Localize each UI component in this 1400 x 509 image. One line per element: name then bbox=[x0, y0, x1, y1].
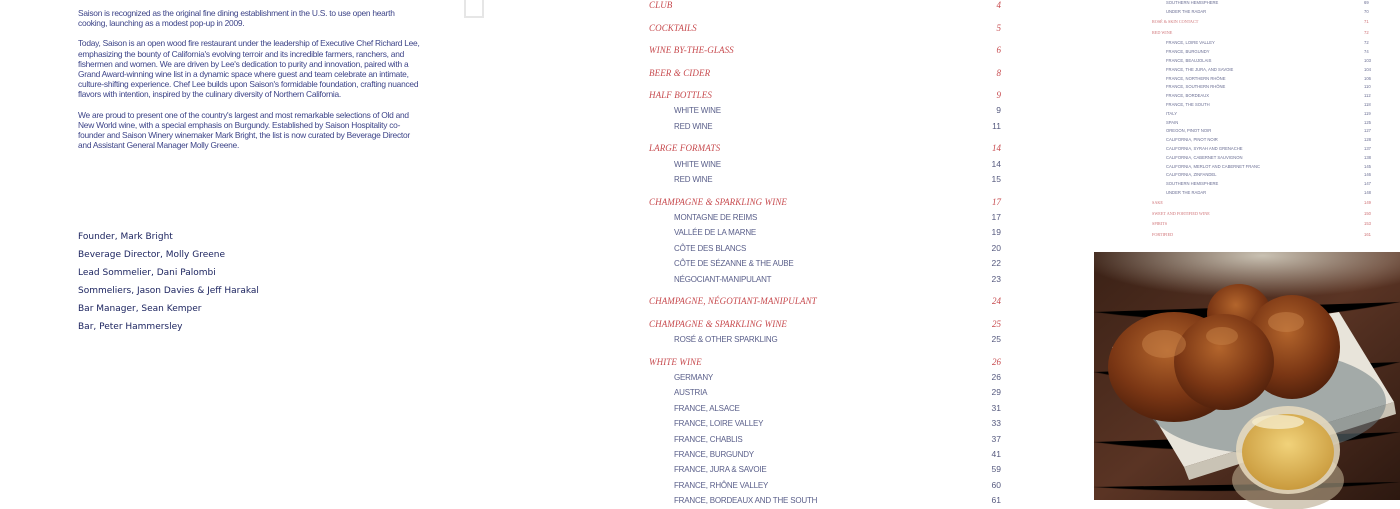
toc-page-thumbnail bbox=[1094, 0, 1400, 252]
toc-label: RED WINE bbox=[674, 121, 713, 131]
toc-label: WHITE WINE bbox=[674, 159, 721, 169]
intro-paragraph: Today, Saison is an open wood fire restaurant under the leadership of Executive Chef Richard Lee, emphasizing the bounty of California's evolving terroir and its incredible farmers, ranchers, and fishermen and women. We are driven by Lee's dedication to purity and innovation, paired with a Grand Award-winning wine list in a dynamic space where guest and team celebrate an intimate, culture-shifting experience. Chef Lee builds upon Saison's formidable foundation, crafting nuanced flavors with intention, inspired by the culinary diversity of Northern California. bbox=[78, 38, 420, 100]
thumb-toc-label: ROSÉ & SKIN CONTACT bbox=[1152, 19, 1199, 25]
toc-label: FRANCE, ALSACE bbox=[674, 403, 740, 413]
thumb-toc-item bbox=[1094, 155, 1400, 161]
toc-label: HALF BOTTLES bbox=[649, 90, 712, 100]
thumb-toc-label: FRANCE, NORTHERN RHÔNE bbox=[1166, 75, 1226, 81]
thumb-toc-page: 118 bbox=[1364, 101, 1371, 107]
intro-paragraph: Saison is recognized as the original fine dining establishment in the U.S. to use open hearth cooking, launching as a modest pop-up in 2009. bbox=[78, 8, 395, 29]
toc-page-number: 17 bbox=[992, 196, 1001, 207]
toc-section bbox=[649, 90, 1001, 104]
toc-section bbox=[649, 296, 1001, 310]
thumb-toc-label: SOUTHERN HEMISPHERE bbox=[1166, 181, 1219, 187]
thumb-toc-page: 103 bbox=[1364, 57, 1371, 63]
toc-page-number: 37 bbox=[991, 433, 1001, 444]
thumb-toc-section bbox=[1094, 19, 1400, 25]
toc-page-number: 59 bbox=[991, 464, 1001, 475]
toc-page-number: 25 bbox=[992, 318, 1001, 329]
thumb-toc-item bbox=[1094, 9, 1400, 15]
thumb-toc-item bbox=[1094, 181, 1400, 187]
thumb-toc-page: 71 bbox=[1364, 19, 1369, 25]
toc-subsection bbox=[649, 174, 1001, 188]
toc-page-number: 24 bbox=[992, 296, 1001, 307]
thumb-toc-label: FRANCE, BORDEAUX bbox=[1166, 93, 1210, 99]
thumb-toc-label: UNDER THE RADAR bbox=[1166, 8, 1207, 14]
toc-subsection bbox=[649, 243, 1001, 257]
toc-label: WHITE WINE bbox=[674, 106, 721, 116]
thumb-toc-page: 125 bbox=[1364, 119, 1371, 125]
staff-item: Sommeliers, Jason Davies & Jeff Harakal bbox=[78, 286, 259, 297]
thumb-toc-label: ITALY bbox=[1166, 110, 1178, 116]
intro-paragraph: We are proud to present one of the country's largest and most remarkable selections of Old and New World wine, with a special emphasis on Burgundy. Established by Saison Hospitality co-founder and Saison Winery winemaker Mark Bright, the list is now curated by Beverage Director and Assistant General Manager Molly Greene. bbox=[78, 109, 410, 151]
toc-subsection bbox=[649, 434, 1001, 448]
thumb-toc-label: FRANCE, BEAUJOLAIS bbox=[1166, 57, 1212, 63]
toc-label: WINE BY-THE-GLASS bbox=[649, 45, 734, 55]
toc-subsection bbox=[649, 480, 1001, 494]
toc-page-number: 25 bbox=[991, 334, 1001, 344]
intro-text bbox=[78, 8, 420, 160]
toc-section bbox=[649, 0, 1001, 14]
thumb-toc-page: 138 bbox=[1364, 154, 1371, 160]
butter-dish bbox=[1232, 406, 1344, 509]
toc-page-number: 17 bbox=[991, 212, 1001, 222]
toc-label: BEER & CIDER bbox=[649, 67, 711, 78]
thumb-toc-section bbox=[1094, 211, 1400, 217]
thumb-toc-item bbox=[1094, 111, 1400, 117]
thumb-toc-label: CALIFORNIA, ZINFANDEL bbox=[1166, 172, 1217, 178]
toc-label: FRANCE, BORDEAUX AND THE SOUTH bbox=[674, 496, 818, 506]
toc-subsection bbox=[649, 274, 1001, 288]
toc-label: RED WINE bbox=[674, 175, 713, 185]
toc-label: FRANCE, RHÔNE VALLEY bbox=[674, 480, 769, 490]
toc-label: LARGE FORMATS bbox=[649, 143, 721, 154]
thumb-toc-label: SWEET AND FORTIFIED WINE bbox=[1152, 210, 1210, 216]
thumb-toc-item bbox=[1094, 128, 1400, 134]
toc-page-number: 5 bbox=[996, 22, 1001, 33]
staff-item: Bar, Peter Hammersley bbox=[78, 322, 183, 333]
toc-page-number: 11 bbox=[992, 120, 1001, 131]
toc-label: VALLÉE DE LA MARNE bbox=[674, 228, 757, 238]
thumb-toc-item bbox=[1094, 190, 1400, 196]
staff-item: Beverage Director, Molly Greene bbox=[78, 250, 226, 261]
thumb-toc-page: 147 bbox=[1364, 181, 1371, 187]
thumb-toc-page: 145 bbox=[1364, 163, 1371, 169]
thumb-toc-label: FRANCE, LOIRE VALLEY bbox=[1166, 40, 1215, 46]
toc-page-number: 23 bbox=[991, 273, 1001, 284]
thumb-toc-page: 150 bbox=[1364, 210, 1371, 216]
thumb-toc-label: FRANCE, BURGUNDY bbox=[1166, 49, 1210, 55]
toc-subsection bbox=[649, 334, 1001, 348]
thumb-toc-page: 127 bbox=[1364, 128, 1371, 134]
toc-label: COCKTAILS bbox=[649, 22, 697, 33]
toc-page-number: 31 bbox=[991, 402, 1001, 413]
toc-subsection bbox=[649, 464, 1001, 478]
toc-label: FRANCE, BURGUNDY bbox=[674, 449, 754, 459]
thumb-toc-section bbox=[1094, 200, 1400, 206]
thumb-toc-label: CALIFORNIA, CABERNET SAUVIGNON bbox=[1166, 154, 1243, 160]
bread-and-butter-photo bbox=[1094, 252, 1400, 500]
toc-label: AUSTRIA bbox=[674, 388, 708, 398]
toc-label: FRANCE, JURA & SAVOIE bbox=[674, 465, 767, 475]
toc-label: NÉGOCIANT-MANIPULANT bbox=[674, 274, 772, 284]
toc-subsection bbox=[649, 212, 1001, 226]
toc-subsection bbox=[649, 159, 1001, 173]
thumb-toc-item bbox=[1094, 84, 1400, 90]
toc-page-number: 26 bbox=[991, 371, 1001, 382]
toc-label: CÔTE DE SÉZANNE & THE AUBE bbox=[674, 259, 794, 269]
toc-page-number: 61 bbox=[991, 495, 1001, 506]
toc-page-number: 15 bbox=[991, 174, 1001, 185]
toc-subsection bbox=[649, 449, 1001, 463]
thumb-toc-label: FORTIFIED bbox=[1152, 231, 1174, 237]
thumb-toc-item bbox=[1094, 120, 1400, 126]
toc-page-number: 20 bbox=[991, 242, 1001, 253]
thumb-toc-page: 149 bbox=[1364, 200, 1371, 206]
toc-subsection bbox=[649, 105, 1001, 119]
thumb-toc-label: SOUTHERN HEMISPHERE bbox=[1166, 0, 1219, 5]
thumb-toc-item bbox=[1094, 102, 1400, 108]
thumb-toc-label: FRANCE, THE JURA, AND SAVOIE bbox=[1166, 66, 1234, 72]
toc-section bbox=[649, 197, 1001, 211]
toc-page-number: 8 bbox=[996, 67, 1001, 78]
toc-section bbox=[649, 45, 1001, 59]
thumb-toc-page: 128 bbox=[1364, 137, 1371, 143]
toc-label: CHAMPAGNE & SPARKLING WINE bbox=[649, 196, 788, 207]
thumb-toc-item bbox=[1094, 137, 1400, 143]
toc-label: FRANCE, LOIRE VALLEY bbox=[674, 419, 764, 429]
thumb-toc-item bbox=[1094, 164, 1400, 170]
thumb-toc-item bbox=[1094, 67, 1400, 73]
thumb-toc-page: 104 bbox=[1364, 66, 1371, 72]
thumb-toc-page: 106 bbox=[1364, 75, 1371, 81]
thumb-toc-label: FRANCE, SOUTHERN RHÔNE bbox=[1166, 84, 1226, 90]
toc-section bbox=[649, 23, 1001, 37]
toc-page-number: 9 bbox=[996, 105, 1001, 116]
thumb-toc-section bbox=[1094, 221, 1400, 227]
toc-subsection bbox=[649, 227, 1001, 241]
thumb-toc-page: 72 bbox=[1364, 40, 1369, 46]
thumb-toc-item bbox=[1094, 0, 1400, 6]
toc-subsection bbox=[649, 121, 1001, 135]
toc-label: CHAMPAGNE & SPARKLING WINE bbox=[649, 318, 788, 329]
toc-page-number: 29 bbox=[991, 387, 1001, 398]
thumb-toc-page: 69 bbox=[1364, 0, 1369, 5]
thumb-toc-label: FRANCE, THE SOUTH bbox=[1166, 101, 1210, 107]
thumb-toc-page: 119 bbox=[1364, 110, 1371, 116]
thumb-toc-item bbox=[1094, 76, 1400, 82]
toc-label: CHAMPAGNE, NÉGOTIANT-MANIPULANT bbox=[649, 296, 817, 307]
thumb-toc-item bbox=[1094, 93, 1400, 99]
thumb-toc-page: 137 bbox=[1364, 145, 1371, 151]
thumb-toc-label: CALIFORNIA, PINOT NOIR bbox=[1166, 137, 1218, 143]
toc-subsection bbox=[649, 418, 1001, 432]
toc-page-number: 14 bbox=[991, 158, 1001, 169]
staff-list bbox=[78, 232, 259, 341]
toc-section bbox=[649, 319, 1001, 333]
thumb-toc-page: 72 bbox=[1364, 29, 1369, 35]
thumb-toc-label: RED WINE bbox=[1152, 29, 1173, 35]
toc-page-number: 26 bbox=[992, 356, 1001, 367]
thumb-toc-page: 153 bbox=[1364, 221, 1371, 227]
thumb-toc-label: SPAIN bbox=[1166, 119, 1179, 125]
thumb-toc-label: UNDER THE RADAR bbox=[1166, 189, 1207, 195]
thumb-toc-page: 112 bbox=[1364, 93, 1371, 99]
staff-item: Founder, Mark Bright bbox=[78, 232, 173, 242]
thumb-toc-page: 70 bbox=[1364, 8, 1369, 14]
toc-section bbox=[649, 143, 1001, 157]
toc-page-number: 41 bbox=[991, 448, 1001, 459]
faded-logo-mark bbox=[464, 0, 484, 18]
toc-page-number: 60 bbox=[991, 479, 1001, 490]
toc-subsection bbox=[649, 387, 1001, 401]
toc-label: CLUB bbox=[649, 0, 673, 10]
toc-subsection bbox=[649, 258, 1001, 272]
toc-label: GERMANY bbox=[674, 372, 714, 382]
toc-page-number: 9 bbox=[996, 90, 1001, 100]
thumb-toc-section bbox=[1094, 30, 1400, 36]
thumb-toc-page: 146 bbox=[1364, 172, 1371, 178]
thumb-toc-item bbox=[1094, 40, 1400, 46]
thumb-toc-page: 148 bbox=[1364, 189, 1371, 195]
staff-item: Bar Manager, Sean Kemper bbox=[78, 304, 202, 315]
toc-page-number: 6 bbox=[996, 45, 1001, 55]
toc-section bbox=[649, 68, 1001, 82]
toc-subsection bbox=[649, 403, 1001, 417]
toc-page-number: 33 bbox=[991, 418, 1001, 429]
thumb-toc-label: SAKE bbox=[1152, 200, 1163, 206]
toc-label: ROSÉ & OTHER SPARKLING bbox=[674, 335, 778, 344]
thumb-toc-label: CALIFORNIA, SYRAH AND GRENACHE bbox=[1166, 145, 1243, 151]
toc-page-number: 4 bbox=[996, 0, 1001, 10]
thumb-toc-item bbox=[1094, 58, 1400, 64]
thumb-toc-item bbox=[1094, 146, 1400, 152]
staff-item: Lead Sommelier, Dani Palombi bbox=[78, 268, 216, 279]
toc-label: MONTAGNE DE REIMS bbox=[674, 213, 758, 222]
toc-label: CÔTE DES BLANCS bbox=[674, 243, 747, 253]
thumb-toc-section bbox=[1094, 232, 1400, 238]
thumb-toc-label: OREGON, PINOT NOIR bbox=[1166, 128, 1212, 134]
toc-page-number: 19 bbox=[991, 227, 1001, 238]
thumb-toc-page: 161 bbox=[1364, 231, 1371, 237]
toc-label: FRANCE, CHABLIS bbox=[674, 434, 743, 444]
toc-section bbox=[649, 357, 1001, 371]
thumb-toc-item bbox=[1094, 49, 1400, 55]
toc-subsection bbox=[649, 372, 1001, 386]
thumb-toc-page: 110 bbox=[1364, 84, 1371, 90]
toc-subsection bbox=[649, 495, 1001, 509]
toc-page-number: 14 bbox=[992, 143, 1001, 154]
toc-label: WHITE WINE bbox=[649, 356, 702, 367]
thumb-toc-label: SPIRITS bbox=[1152, 221, 1168, 227]
thumb-toc-item bbox=[1094, 172, 1400, 178]
thumb-toc-label: CALIFORNIA, MERLOT AND CABERNET FRANC bbox=[1166, 163, 1261, 169]
toc-page-number: 22 bbox=[991, 258, 1001, 269]
thumb-toc-page: 74 bbox=[1364, 49, 1369, 55]
